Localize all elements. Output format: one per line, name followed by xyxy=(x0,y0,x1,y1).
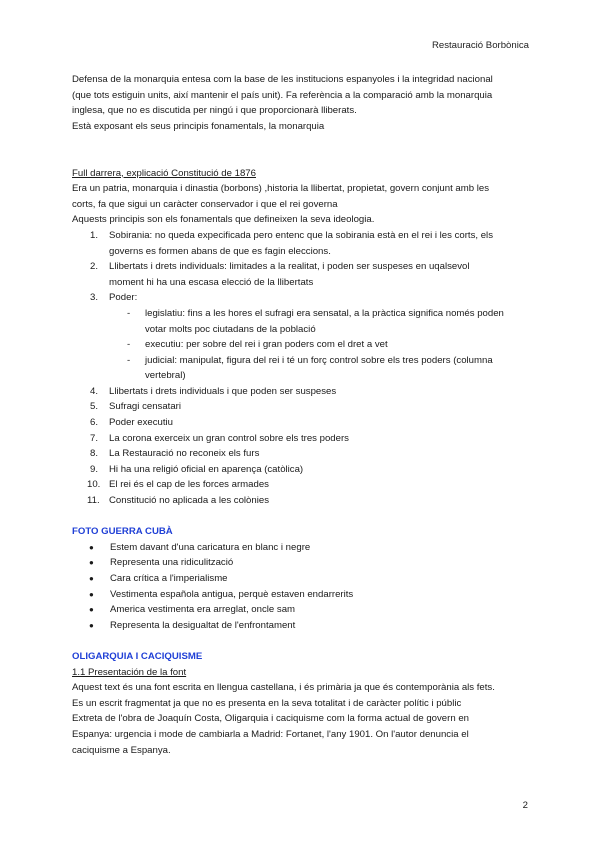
section-heading-foto: FOTO GUERRA CUBÀ xyxy=(72,526,173,538)
paragraph-line: Aquests principis son els fonamentals que defineixen la seva ideologia. xyxy=(72,214,375,226)
paragraph-line: corts, fa que sigui un caràcter conservador i que el rei governa xyxy=(72,198,338,210)
list-item xyxy=(72,446,532,462)
list-text: Poder: xyxy=(109,292,138,304)
bullet-text: Representa la desigualtat de l'enfrontament xyxy=(110,619,296,631)
list-text: Sufragi censatari xyxy=(109,401,181,413)
paragraph-line: Extreta de l'obra de Joaquín Costa, Oligarquia i caciquisme com la forma actual de govern en xyxy=(72,713,469,725)
sublist-text: votar molts poc ciutadans de la població xyxy=(145,323,316,335)
paragraph-line: Espanya: urgencia i mode de cambiarla a Madrid: Fortanet, l'any 1901. On l'autor denuncia el xyxy=(72,728,469,740)
bullet-text: Representa una ridiculització xyxy=(110,557,234,569)
bullet-icon: ● xyxy=(89,574,94,583)
section-heading-constitucio: Full darrera, explicació Constitució de 1876 xyxy=(72,167,256,179)
constitution-list-continued xyxy=(72,384,532,509)
list-text: Hi ha una religió oficial en aparença (catòlica) xyxy=(109,463,304,475)
list-item xyxy=(72,259,532,290)
list-text: La corona exerceix un gran control sobre els tres poders xyxy=(109,432,349,444)
list-number: 3. xyxy=(90,292,99,304)
bullet-icon: ● xyxy=(89,589,94,599)
constitution-list xyxy=(72,228,532,306)
list-number: 10. xyxy=(87,479,101,491)
sublist-item xyxy=(72,353,532,384)
sublist-text: judicial: manipulat, figura del rei i té un forç control sobre els tres poders (columna xyxy=(145,354,493,366)
list-number: 9. xyxy=(90,463,99,475)
bullet-text: Estem davant d'una caricatura en blanc i negre xyxy=(110,541,311,553)
list-item xyxy=(72,493,532,509)
list-number: 8. xyxy=(90,448,99,460)
intro-line: Està exposant els seus principis fonamentals, la monarquia xyxy=(72,120,325,132)
list-item xyxy=(72,462,532,478)
list-number: 6. xyxy=(90,417,99,429)
list-item xyxy=(72,290,532,306)
dash-marker: - xyxy=(127,307,131,319)
list-number: 1. xyxy=(90,229,99,241)
bullet-item xyxy=(72,602,532,618)
bullet-icon: ● xyxy=(89,558,94,568)
bullet-item xyxy=(72,555,532,571)
list-number: 5. xyxy=(90,401,99,413)
list-item xyxy=(72,399,532,415)
bullet-item xyxy=(72,540,532,556)
list-item xyxy=(72,431,532,447)
bullet-icon: ● xyxy=(89,605,94,615)
list-text: Llibertats i drets individuals: limitades a la realitat, i poden ser suspeses en uqalsevol xyxy=(109,261,470,273)
dash-marker: - xyxy=(127,339,131,351)
sublist-text: executiu: per sobre del rei i gran poders com el dret a vet xyxy=(145,339,388,351)
intro-line: (que tots estiguin units, així mantenir el país unit). Fa referència a la comparació amb la monarquia xyxy=(72,89,493,101)
list-text: moment hi ha una escasa elecció de la llibertats xyxy=(109,276,314,288)
dash-marker: - xyxy=(127,354,131,366)
subsection-heading: 1.1 Presentación de la font xyxy=(72,666,187,678)
bullet-text: Cara crítica a l'imperialisme xyxy=(110,573,228,584)
paragraph-line: Es un escrit fragmentat ja que no es presenta en la seva totalitat i de caràcter polític i públic xyxy=(72,697,462,709)
bullet-text: Vestimenta española antigua, perquè estaven endarrerits xyxy=(110,588,354,600)
intro-line: Defensa de la monarquia entesa com la base de les institucions espanyoles i la integridad nacional xyxy=(72,74,493,85)
poder-sublist xyxy=(72,306,532,384)
list-number: 11. xyxy=(87,495,100,507)
running-header: Restauració Borbònica xyxy=(431,40,529,51)
list-item xyxy=(72,228,532,259)
page-number: 2 xyxy=(522,800,528,811)
list-item xyxy=(72,477,532,493)
list-item xyxy=(72,384,532,400)
paragraph-line: Aquest text és una font escrita en llengua castellana, i és primària ja que és contemporània als fets. xyxy=(72,682,495,694)
list-number: 4. xyxy=(90,385,99,397)
list-text: Constitució no aplicada a les colònies xyxy=(109,495,269,507)
intro-line: inglesa, que no es discutida per ningú i que proporcionarà lliberats. xyxy=(72,105,357,117)
sublist-item xyxy=(72,337,532,353)
list-text: Llibertats i drets individuals i que poden ser suspeses xyxy=(109,385,337,397)
list-item xyxy=(72,415,532,431)
page-body xyxy=(72,72,532,758)
list-text: governs es formen abans de que es fagin eleccions. xyxy=(109,245,331,257)
bullet-text: America vestimenta era arreglat, oncle sam xyxy=(110,604,296,616)
foto-bullet-list xyxy=(72,540,532,634)
sublist-text: vertebral) xyxy=(145,370,186,382)
list-text: El rei és el cap de les forces armades xyxy=(109,479,269,491)
list-number: 2. xyxy=(90,261,99,273)
sublist-text: legislatiu: fins a les hores el sufragi era sensatal, a la pràctica significa només poden xyxy=(145,307,504,319)
bullet-item xyxy=(72,587,532,603)
list-text: Poder executiu xyxy=(109,417,173,429)
section-heading-oligarquia: OLIGARQUIA I CACIQUISME xyxy=(72,650,203,662)
paragraph-line: Era un patria, monarquia i dinastia (borbons) ,historia la llibertat, propietat, govern conjunt amb les xyxy=(72,183,490,195)
sublist-item xyxy=(72,306,532,337)
paragraph-line: caciquisme a Espanya. xyxy=(72,744,171,756)
bullet-item xyxy=(72,571,532,587)
bullet-icon: ● xyxy=(89,620,94,630)
bullet-icon: ● xyxy=(89,542,94,552)
list-text: Sobirania: no queda expecificada pero entenc que la sobirania està en el rei i les corts, els xyxy=(109,229,493,241)
bullet-item xyxy=(72,618,532,634)
list-text: La Restauració no reconeix els furs xyxy=(109,448,260,460)
list-number: 7. xyxy=(90,432,99,444)
